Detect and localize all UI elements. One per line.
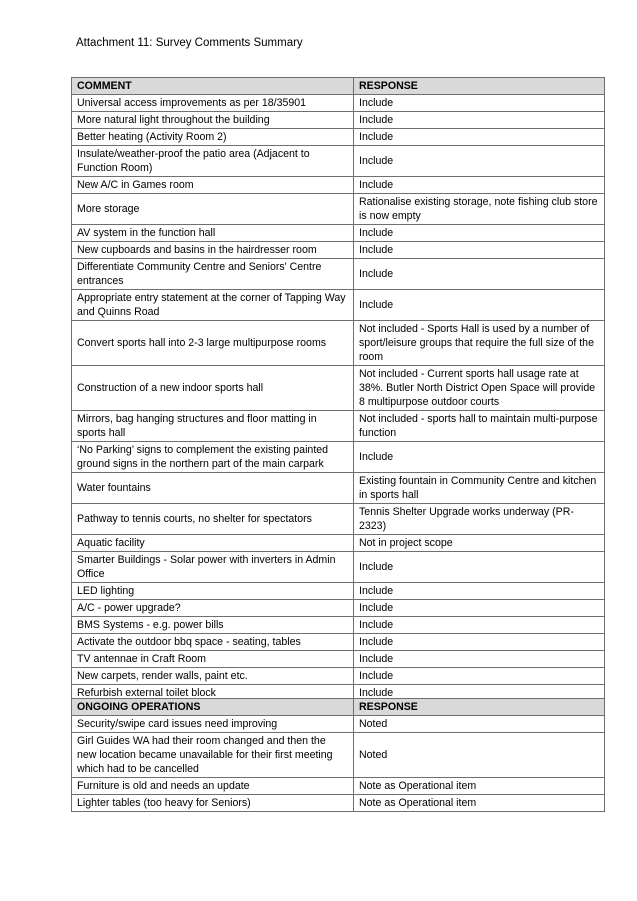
table-row [72, 194, 605, 225]
table-row [72, 290, 605, 321]
table-row [72, 473, 605, 504]
response-cell: Include [354, 290, 605, 321]
comments-table [71, 77, 605, 702]
comment-cell: New A/C in Games room [72, 177, 354, 194]
response-cell: Noted [354, 733, 605, 778]
comment-cell: Aquatic facility [72, 535, 354, 552]
response-cell: Include [354, 225, 605, 242]
comment-cell: LED lighting [72, 583, 354, 600]
table-row [72, 535, 605, 552]
table-row [72, 225, 605, 242]
comment-cell: Better heating (Activity Room 2) [72, 129, 354, 146]
operation-cell: Girl Guides WA had their room changed and then the new location became unavailable for their first meeting which had to be cancelled [72, 733, 354, 778]
response-cell: Include [354, 600, 605, 617]
table-row [72, 634, 605, 651]
table-row [72, 600, 605, 617]
response-cell: Rationalise existing storage, note fishing club store is now empty [354, 194, 605, 225]
comment-cell: Water fountains [72, 473, 354, 504]
comment-cell: Mirrors, bag hanging structures and floor matting in sports hall [72, 411, 354, 442]
operation-cell: Furniture is old and needs an update [72, 778, 354, 795]
table-row [72, 112, 605, 129]
table-row [72, 778, 605, 795]
table-row [72, 716, 605, 733]
response-cell: Include [354, 651, 605, 668]
comment-cell: New cupboards and basins in the hairdresser room [72, 242, 354, 259]
response-cell: Include [354, 177, 605, 194]
comment-cell: Insulate/weather-proof the patio area (Adjacent to Function Room) [72, 146, 354, 177]
response-cell: Include [354, 95, 605, 112]
response-cell: Note as Operational item [354, 795, 605, 812]
response-cell: Existing fountain in Community Centre and kitchen in sports hall [354, 473, 605, 504]
response-cell: Not in project scope [354, 535, 605, 552]
response-cell: Include [354, 242, 605, 259]
table-row [72, 129, 605, 146]
table-row [72, 259, 605, 290]
table-header-row [72, 699, 605, 716]
response-cell: Note as Operational item [354, 778, 605, 795]
response-cell: Include [354, 442, 605, 473]
table-row [72, 146, 605, 177]
comment-cell: New carpets, render walls, paint etc. [72, 668, 354, 685]
table-row [72, 583, 605, 600]
comment-cell: A/C - power upgrade? [72, 600, 354, 617]
ongoing-operations-table [71, 698, 605, 812]
comment-cell: TV antennae in Craft Room [72, 651, 354, 668]
table-row [72, 795, 605, 812]
comment-cell: AV system in the function hall [72, 225, 354, 242]
response-cell: Include [354, 259, 605, 290]
operation-cell: Security/swipe card issues need improving [72, 716, 354, 733]
response-cell: Include [354, 617, 605, 634]
column-header-response: RESPONSE [354, 699, 605, 716]
comment-cell: Appropriate entry statement at the corner of Tapping Way and Quinns Road [72, 290, 354, 321]
table-row [72, 442, 605, 473]
table-row [72, 177, 605, 194]
table-row [72, 617, 605, 634]
column-header-ongoing-operations: ONGOING OPERATIONS [72, 699, 354, 716]
table-row [72, 733, 605, 778]
comment-cell: BMS Systems - e.g. power bills [72, 617, 354, 634]
response-cell: Not included - Sports Hall is used by a number of sport/leisure groups that require the full size of the room [354, 321, 605, 366]
response-cell: Include [354, 552, 605, 583]
comment-cell: Convert sports hall into 2-3 large multipurpose rooms [72, 321, 354, 366]
column-header-comment: COMMENT [72, 78, 354, 95]
table-row [72, 552, 605, 583]
comment-cell: Activate the outdoor bbq space - seating, tables [72, 634, 354, 651]
operation-cell: Lighter tables (too heavy for Seniors) [72, 795, 354, 812]
table-row [72, 95, 605, 112]
table-row [72, 366, 605, 411]
table-row [72, 504, 605, 535]
table-row [72, 651, 605, 668]
response-cell: Noted [354, 716, 605, 733]
comment-cell: Pathway to tennis courts, no shelter for spectators [72, 504, 354, 535]
response-cell: Tennis Shelter Upgrade works underway (PR-2323) [354, 504, 605, 535]
comment-cell: Differentiate Community Centre and Seniors' Centre entrances [72, 259, 354, 290]
response-cell: Not included - Current sports hall usage rate at 38%. Butler North District Open Space will provide 8 multipurpose outdoor courts [354, 366, 605, 411]
response-cell: Include [354, 112, 605, 129]
table-row [72, 668, 605, 685]
table-row [72, 321, 605, 366]
response-cell: Include [354, 129, 605, 146]
comment-cell: Refurbish external toilet block [72, 685, 354, 702]
table-row [72, 411, 605, 442]
comment-cell: More storage [72, 194, 354, 225]
response-cell: Include [354, 146, 605, 177]
table-header-row [72, 78, 605, 95]
response-cell: Include [354, 583, 605, 600]
response-cell: Include [354, 668, 605, 685]
column-header-response: RESPONSE [354, 78, 605, 95]
comment-cell: ‘No Parking’ signs to complement the existing painted ground signs in the northern part of the main carpark [72, 442, 354, 473]
comment-cell: Smarter Buildings - Solar power with inverters in Admin Office [72, 552, 354, 583]
comment-cell: Construction of a new indoor sports hall [72, 366, 354, 411]
response-cell: Include [354, 634, 605, 651]
response-cell: Include [354, 685, 605, 702]
comment-cell: Universal access improvements as per 18/35901 [72, 95, 354, 112]
response-cell: Not included - sports hall to maintain multi-purpose function [354, 411, 605, 442]
table-row [72, 242, 605, 259]
page-title: Attachment 11: Survey Comments Summary [76, 37, 303, 49]
comment-cell: More natural light throughout the building [72, 112, 354, 129]
